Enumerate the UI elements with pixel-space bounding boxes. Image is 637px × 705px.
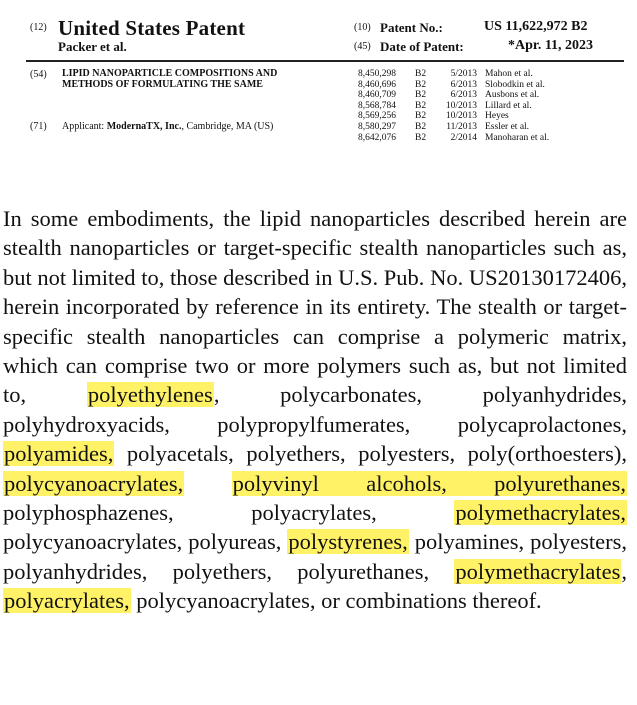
body-text [184, 471, 231, 496]
ref-number: 8,460,709 [358, 90, 396, 101]
reference-row [358, 133, 618, 144]
body-paragraph [3, 204, 627, 616]
reference-row [358, 122, 618, 133]
ref-name: Manoharan et al. [485, 132, 550, 143]
ref-kind: B2 [415, 79, 427, 90]
highlighted-term: polystyrenes, [288, 529, 408, 555]
applicant-name: ModernaTX, Inc. [106, 121, 182, 132]
ref-number: 8,642,076 [358, 132, 396, 143]
ref-name: Essler et al. [485, 121, 530, 132]
code-12: (12) [30, 22, 47, 33]
patent-authors: Packer et al. [58, 39, 127, 54]
ref-name: Lillard et al. [485, 100, 532, 111]
highlighted-term: polyvinyl alcohols, polyurethanes, [232, 470, 627, 496]
ref-date: 10/2013 [445, 111, 477, 122]
date-label: Date of Patent: [380, 39, 464, 54]
ref-name: Heyes [485, 111, 509, 122]
ref-kind: B2 [415, 69, 427, 79]
header-rule [26, 60, 624, 62]
body-text: In some embodiments, the lipid nanoparticles described herein are stealth nanoparticles or target-specific stealth nanoparticles such as, but not limited to, those described in U.S. Pub. No. US20130172406, herein incorporated by reference in its entirety. The stealth or target-specific stealth nanoparticles can comprise a polymeric matrix, which can comprise two or more polymers such as, but not limited to, [3, 206, 627, 408]
applicant-label: Applicant: [62, 121, 105, 132]
applicant-location: , Cambridge, MA (US) [181, 121, 274, 132]
ref-name: Mahon et al. [485, 69, 533, 79]
body-text: polyamines, polyesters, polyanhydrides, polyethers, polyurethanes, [3, 529, 627, 584]
ref-number: 8,569,256 [358, 111, 396, 122]
patent-no-label: Patent No.: [380, 20, 443, 35]
ref-name: Ausbons et al. [485, 90, 540, 101]
ref-date: 6/2013 [450, 90, 477, 101]
ref-kind: B2 [415, 100, 427, 111]
ref-number: 8,460,696 [358, 79, 396, 90]
reference-row [358, 80, 618, 91]
highlighted-term: polyacrylates, [4, 588, 130, 614]
invention-title: LIPID NANOPARTICLE COMPOSITIONS AND METHODS OF FORMULATING THE SAME [62, 68, 278, 90]
reference-row [358, 101, 618, 112]
code-71: (71) [30, 121, 47, 132]
body-text: , polycarbonates, polyanhydrides, polyhydroxyacids, polypropylfumerates, polycaprolactones, [3, 382, 627, 437]
reference-row [358, 69, 618, 80]
ref-kind: B2 [415, 132, 427, 143]
code-45: (45) [354, 41, 371, 52]
body-text: polycyanoacrylates, or combinations thereof. [130, 588, 542, 614]
body-text: polyacetals, polyethers, polyesters, poly(orthoesters), [114, 441, 627, 467]
highlighted-term: polyamides, [4, 441, 114, 467]
ref-kind: B2 [415, 121, 427, 132]
patent-date: *Apr. 11, 2023 [508, 38, 594, 53]
ref-name: Slobodkin et al. [485, 79, 545, 90]
ref-date: 10/2013 [445, 100, 477, 111]
patent-header [0, 0, 637, 190]
ref-kind: B2 [415, 111, 427, 122]
ref-number: 8,580,297 [358, 121, 396, 132]
code-10: (10) [354, 22, 371, 33]
body-text: polycyanoacrylates, polyureas, [3, 529, 288, 555]
ref-date: 11/2013 [446, 121, 477, 132]
patent-title: United States Patent [58, 16, 246, 40]
reference-row [358, 111, 618, 122]
ref-number: 8,568,784 [358, 100, 396, 111]
ref-date: 5/2013 [450, 69, 477, 79]
body-text: , [621, 558, 627, 584]
code-54: (54) [30, 69, 47, 80]
highlighted-term: polycyanoacrylates, [4, 470, 184, 496]
highlighted-term: polymethacrylates, [455, 500, 626, 526]
highlighted-term: polyethylenes [87, 382, 213, 408]
reference-row [358, 90, 618, 101]
patent-number: US 11,622,972 B2 [484, 19, 588, 34]
ref-date: 6/2013 [450, 79, 477, 90]
body-text: polyphosphazenes, polyacrylates, [3, 500, 455, 526]
ref-date: 2/2014 [450, 132, 477, 143]
applicant-field [62, 121, 312, 133]
ref-kind: B2 [415, 90, 427, 101]
ref-number: 8,450,298 [358, 69, 396, 79]
references-list [358, 69, 618, 143]
highlighted-term: polymethacrylates [455, 558, 621, 584]
